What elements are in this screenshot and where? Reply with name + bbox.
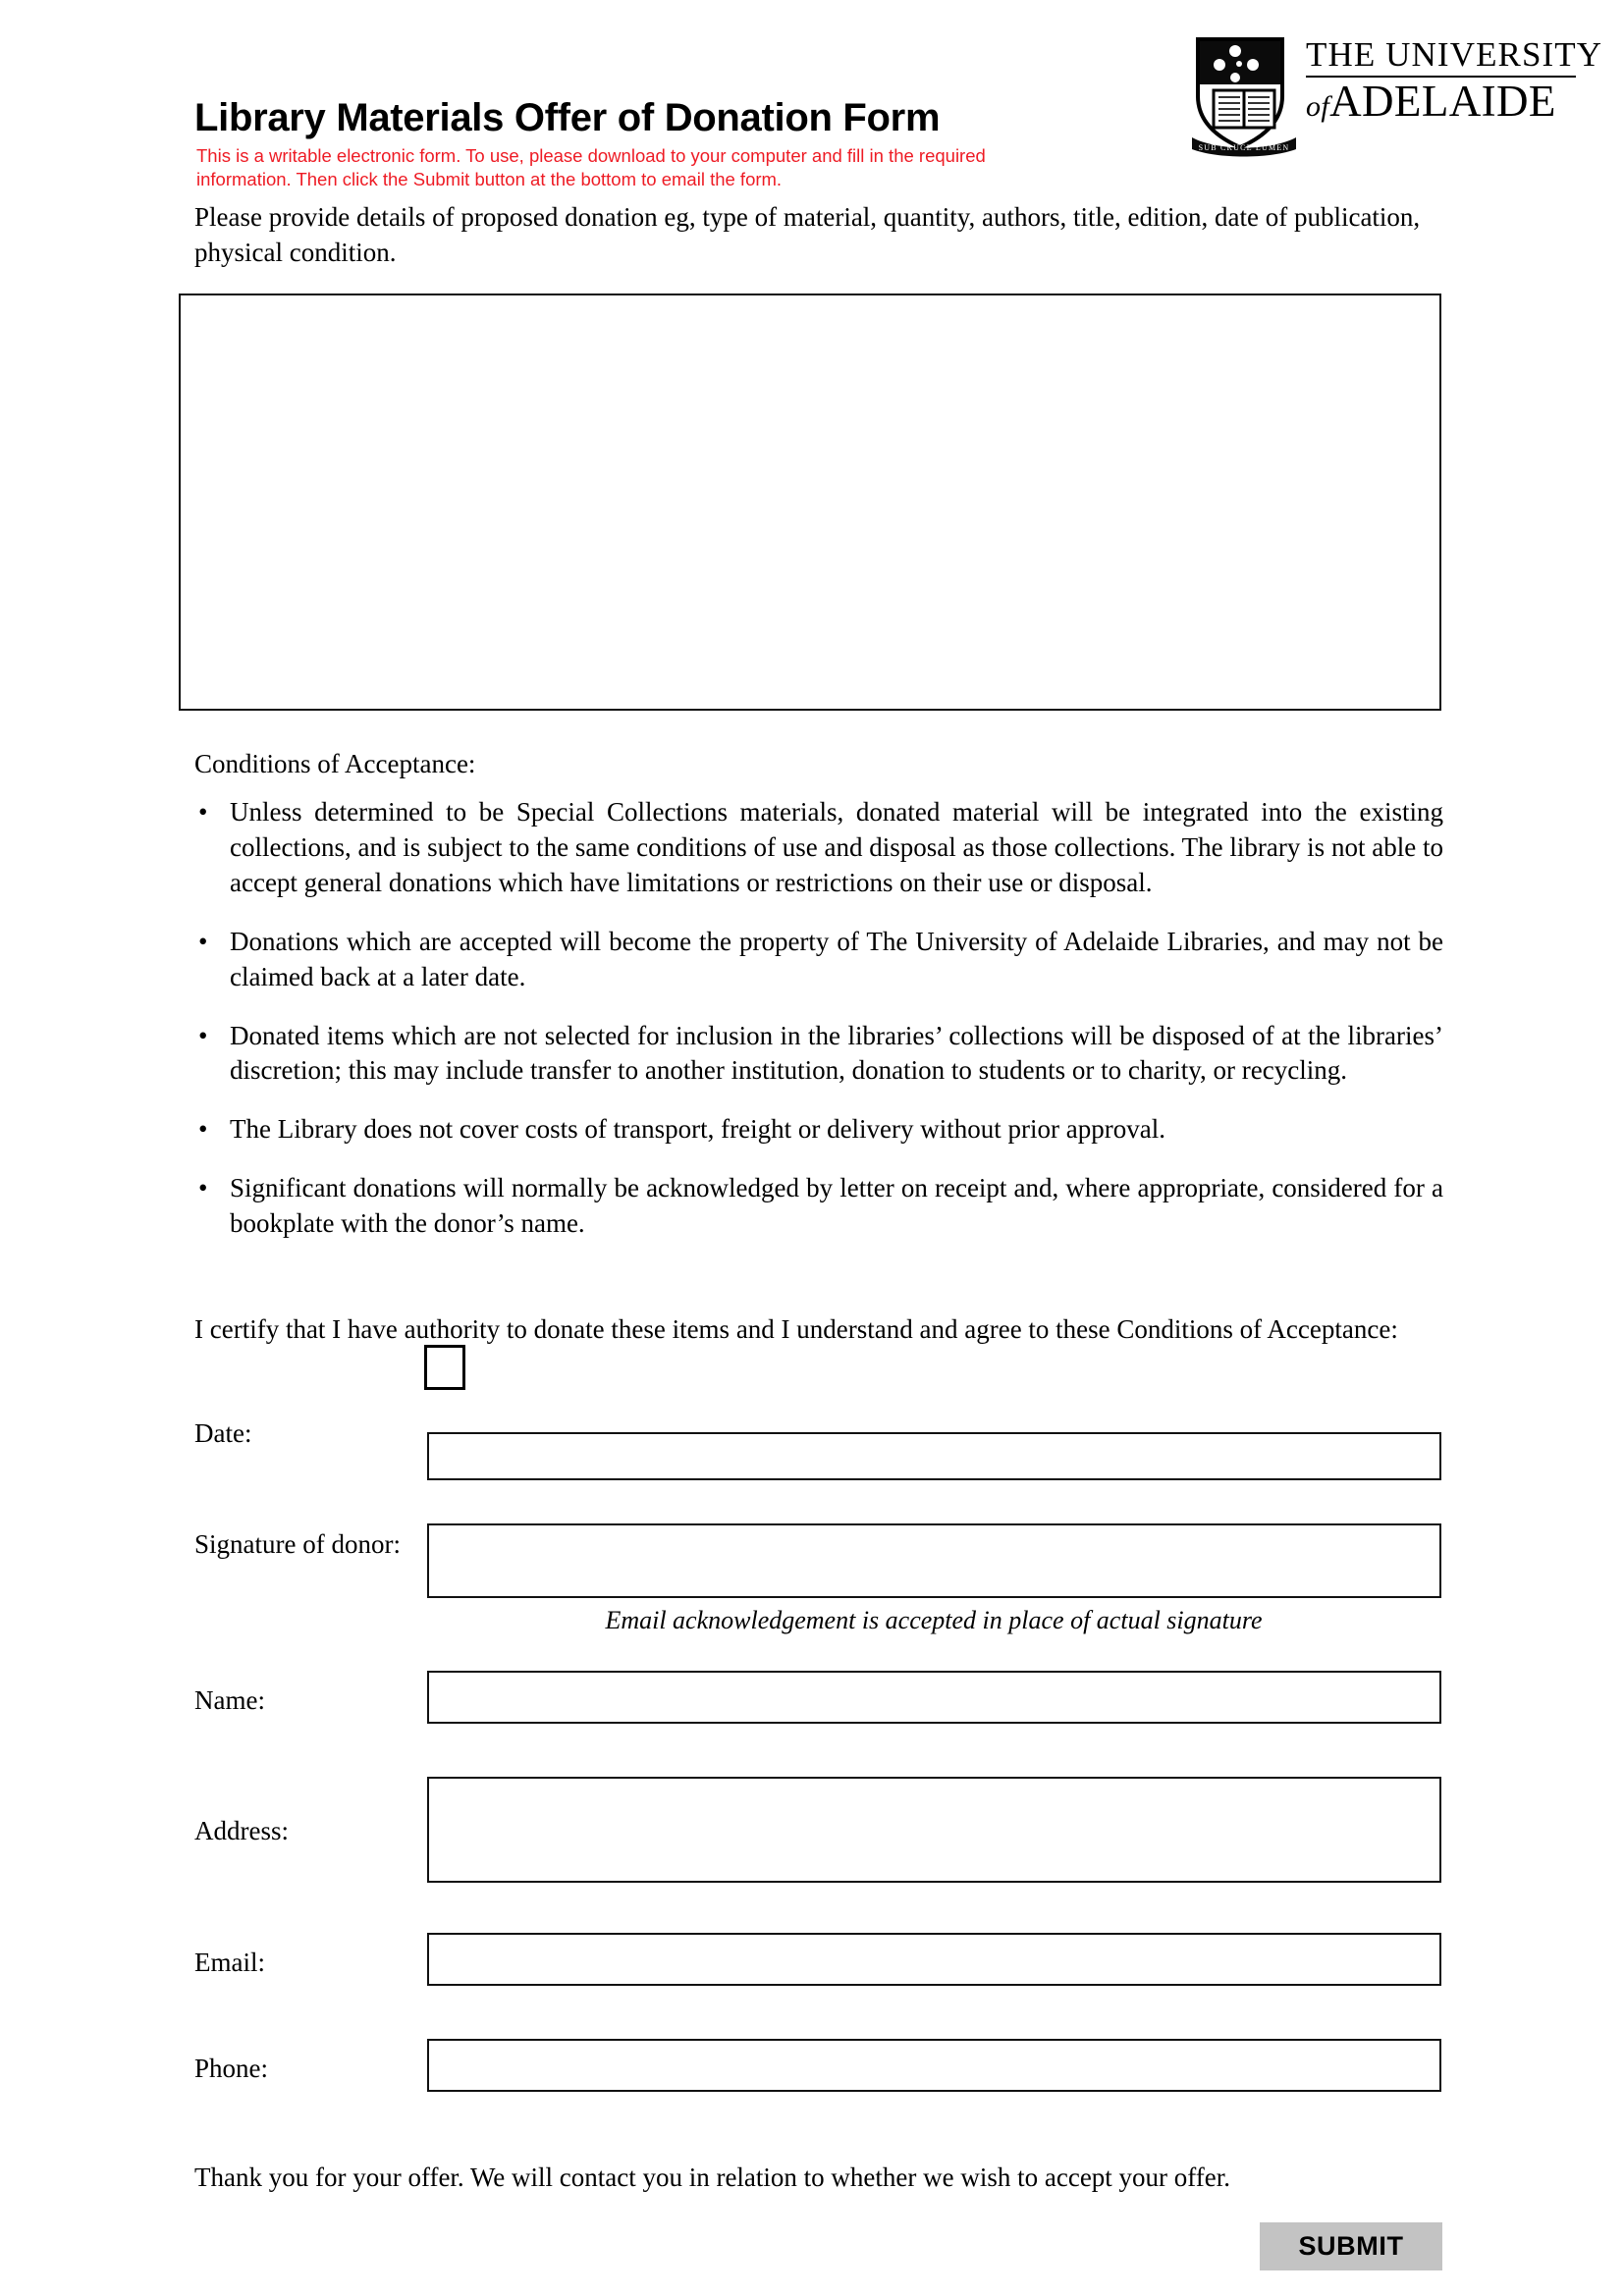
signature-note: Email acknowledgement is accepted in place of actual signature [605, 1606, 1263, 1634]
university-crest-icon [1190, 35, 1298, 157]
list-item [194, 795, 1443, 901]
phone-label: Phone: [194, 2054, 269, 2083]
bullet-icon: • [198, 1173, 208, 1203]
condition-text: Donations which are accepted will become the property of The University of Adelaide Libraries, and may not be claimed back at a later date. [230, 926, 1443, 991]
bullet-icon: • [198, 1114, 208, 1145]
date-label: Date: [194, 1418, 252, 1448]
certification-checkbox[interactable] [424, 1345, 465, 1390]
name-label: Name: [194, 1685, 265, 1715]
wordmark-line-two [1306, 77, 1576, 126]
conditions-list [194, 795, 1443, 1242]
list-item [194, 1112, 1443, 1148]
phone-input[interactable] [427, 2039, 1441, 2092]
electronic-form-notice: This is a writable electronic form. To use, please download to your computer and fill in the required information. Then click the Submit button at the bottom to email the form. [196, 145, 986, 189]
address-input[interactable] [427, 1777, 1441, 1883]
donation-details-textarea[interactable] [179, 294, 1441, 711]
name-input[interactable] [427, 1671, 1441, 1724]
list-item [194, 1171, 1443, 1242]
university-logo [1190, 35, 1603, 158]
conditions-heading: Conditions of Acceptance: [194, 749, 476, 778]
condition-text: The Library does not cover costs of transport, freight or delivery without prior approval. [230, 1114, 1165, 1145]
intro-instructions: Please provide details of proposed donation eg, type of material, quantity, authors, title, edition, date of publication, physical condition. [194, 202, 1421, 267]
bullet-icon: • [198, 1020, 208, 1050]
bullet-icon: • [198, 797, 208, 827]
wordmark-of: of [1306, 90, 1330, 123]
email-label: Email: [194, 1948, 265, 1977]
date-input[interactable] [427, 1432, 1441, 1480]
list-item [194, 925, 1443, 995]
condition-text: Donated items which are not selected for inclusion in the libraries’ collections will be disposed of at the libraries’ discretion; this may include transfer to another institution, donation to students or to charity, or recycling. [230, 1020, 1443, 1086]
list-item [194, 1019, 1443, 1090]
signature-input[interactable] [427, 1523, 1441, 1598]
form-header [0, 0, 1624, 196]
email-input[interactable] [427, 1933, 1441, 1986]
svg-text:SUB CRUCE LUMEN: SUB CRUCE LUMEN [1198, 143, 1290, 152]
address-label: Address: [194, 1816, 289, 1845]
thank-you-text: Thank you for your offer. We will contact you in relation to whether we wish to accept your offer. [194, 2163, 1231, 2192]
wordmark-line-one: THE UNIVERSITY [1306, 35, 1603, 74]
condition-text: Unless determined to be Special Collections materials, donated material will be integrated into the existing collections, and is subject to the same conditions of use and disposal as those collections. The library is not able to accept general donations which have limitations or restrictions on their use or disposal. [230, 797, 1443, 897]
university-wordmark [1306, 35, 1603, 126]
signature-label: Signature of donor: [194, 1529, 401, 1559]
condition-text: Significant donations will normally be acknowledged by letter on receipt and, where appropriate, considered for a bookplate with the donor’s name. [230, 1173, 1443, 1239]
page-title: Library Materials Offer of Donation Form [194, 96, 941, 139]
wordmark-adelaide: ADELAIDE [1329, 77, 1556, 126]
certification-statement: I certify that I have authority to donate these items and I understand and agree to these Conditions of Acceptance: [194, 1314, 1398, 1344]
submit-button[interactable]: SUBMIT [1260, 2222, 1442, 2270]
bullet-icon: • [198, 926, 208, 956]
